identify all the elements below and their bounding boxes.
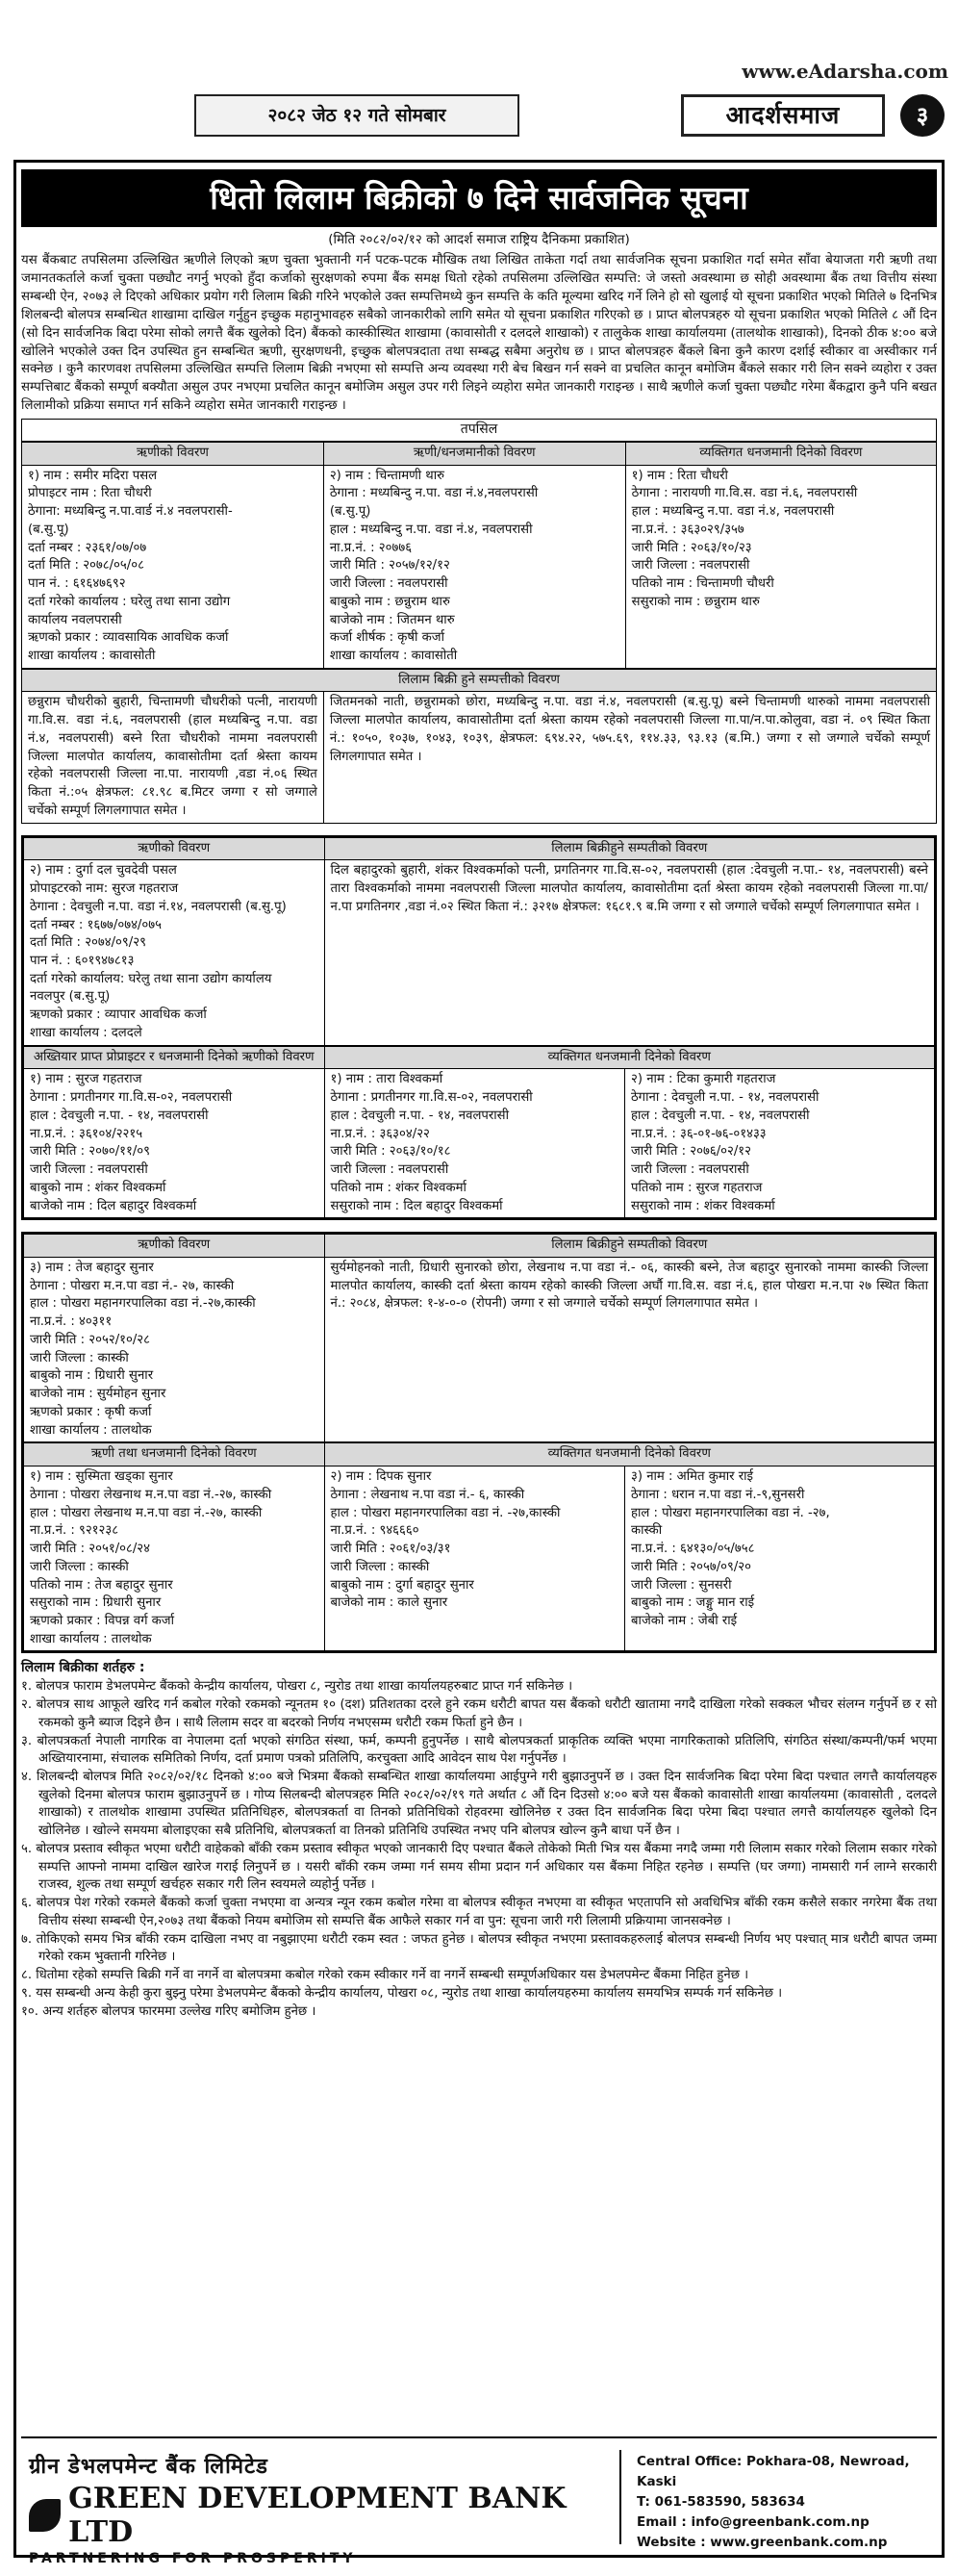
detail-line: पान नं. : ६१६४७६९२ <box>28 576 126 592</box>
detail-line: दर्ता मिति : २०७४/०९/२९ <box>30 935 146 951</box>
detail-line: ना.प्र.नं. : ३६३०२९/३५७ <box>631 522 744 537</box>
detail-line: २) नाम : चिन्तामणी थारु <box>329 468 445 483</box>
b2-debtor-cell <box>24 860 325 1045</box>
detail-line: ना.प्र.नं. : ३६३०४/२२ <box>330 1126 430 1141</box>
term-item: ३. बोलपत्रकर्ता नेपाली नागरिक वा नेपालमा दर्ता भएको संगठित संस्था, फर्म, कम्पनी हुनुपर्नेछ । साथै बोलपत्रकर्ता प्राकृतिक व्यक्ति भएमा नागरिकताको प्रतिलिपि, संगठित संस्था/कम्पनी/फर्म भएमा अख्तियारनामा, संचालक समितिको निर्णय, दर्ता प्रमाण पत्रको प्रतिलिपि, करचुक्ता आदि आवेदन साथ पेश गर्नुपर्नेछ । <box>21 1733 937 1767</box>
detail-line: शाखा कार्यालय : तालथोक <box>30 1631 152 1646</box>
detail-line: जारी जिल्ला : नवलपरासी <box>631 558 750 574</box>
block-2 <box>21 835 937 1221</box>
date-line: २०८२ जेठ १२ गते सोमबार <box>194 94 519 137</box>
detail-line: ससुराको नाम : दिल बहादुर विश्वकर्मा <box>330 1198 503 1213</box>
b2-property-header: लिलाम बिक्रीहुने सम्पतीको विवरण <box>324 837 935 860</box>
detail-line: ना.प्र.नं. : ९४६६६० <box>330 1523 419 1539</box>
detail-line: शाखा कार्यालय : दलदले <box>30 1025 142 1040</box>
detail-line: पतिको नाम : सुरज गहतराज <box>631 1180 763 1195</box>
detail-line: ऋणको प्रकार : व्यापार आवधिक कर्जा <box>30 1007 207 1023</box>
detail-line: शाखा कार्यालय : कावासोती <box>28 648 156 663</box>
office-email[interactable]: Email : info@greenbank.com.np <box>637 2513 870 2530</box>
detail-line: प्रोपाइटर नाम : रिता चौधरी <box>28 486 152 501</box>
detail-line: हाल : पोखरा लेखनाथ म.न.पा वडा नं.-२७, कास्की <box>30 1505 263 1520</box>
detail-line: १) नाम : सुस्मिता खड्का सुनार <box>30 1469 173 1485</box>
detail-line: शाखा कार्यालय : कावासोती <box>329 648 458 663</box>
page-number: ३ <box>900 94 945 137</box>
detail-line: जारी जिल्ला : नवलपरासी <box>330 1162 449 1178</box>
detail-line: नवलपुर (ब.सु.पू) <box>30 989 111 1005</box>
detail-line: हाल : देवचुली न.पा. - १४, नवलपरासी <box>631 1108 810 1123</box>
detail-line: ठेगाना : धरान न.पा वडा नं.-९,सुनसरी <box>631 1487 805 1502</box>
detail-line: ना.प्र.नं. : ९२१२३८ <box>30 1523 119 1539</box>
detail-line: जारी मिति : २०५७/१२/१२ <box>329 558 450 574</box>
detail-line: ऋणको प्रकार : व्यावसायिक आवधिक कर्जा <box>28 630 229 646</box>
b1-guarantor-header: व्यक्तिगत धनजमानी दिनेको विवरण <box>625 442 936 465</box>
notice-body <box>21 169 937 2021</box>
detail-line: ना.प्र.नं. : ६४१३०/०५/७५८ <box>631 1542 755 1557</box>
b1-property-left: छन्नुराम चौधरीको बुहारी, चिन्तामणी चौधरीको पत्नी, नारायणी गा.वि.स. वडा नं.६, नवलपरासी (हाल मध्यबिन्दु न.पा. वडा नं.४, नवलपरासी) बस्ने रिता चौधरीको नाममा नवलपरासी जिल्ला मालपोत कार्यालय, कावासोतीमा दर्ता श्रेस्ता कायम रहेको नवलपरासी जिल्ला ना.पा. नारायणी ,वडा नं.०६ स्थित किता नं.:०५ क्षेत्रफल: ८१.९८ ब.मिटर जग्गा र सो जग्गाले चर्चेको सम्पूर्ण लिगलगापात समेत । <box>22 692 324 823</box>
detail-line: दर्ता नम्बर : १६७७/०७४/०७५ <box>30 917 162 932</box>
newspaper-logo: आदर्शसमाज <box>681 94 885 137</box>
detail-line: १) नाम : समीर मदिरा पसल <box>28 468 158 483</box>
term-item: ४. शिलबन्दी बोलपत्र मिति २०८२/०२/१८ दिनको ४:०० बजे भित्रमा बैंकको सम्बन्धित शाखा कार्यालयमा आईपुग्ने गरी बुझाउनुपर्ने छ । उक्त दिन सार्वजनिक बिदा परेमा बिदा पश्चात लगत्तै कार्यालयहरु खुलेको दिनमा बोलपत्र फाराम बुझाउनुपर्ने छ । गोप्य सिलबन्दी बोलपत्रहरु मिति २०८२/०२/१९ गते अर्थात ८ औं दिन दिउसो ४:०० बजे यस बैंकको कावासोती शाखा कार्यालयमा (कावासोती , दलदले शाखाको) र तालथोक शाखामा उपस्थित प्रतिनिधिहरु, बोलपत्रकर्ता वा तिनको प्रतिनिधिको रोहवरमा खोलिनेछ र उक्त दिन सार्वजनिक बिदा परेमा बिदा पश्चात लगत्तै कार्यालयहरु खुलेको दिन खोलिनेछ । खोल्ने समयमा बोलाइएका सबै प्रतिनिधि, बोलपत्रकर्ता वा तिनको प्रतिनिधि उपस्थित नभए पनि बोलपत्र खोल्न कुनै बाधा पर्ने छैन । <box>21 1769 937 1839</box>
detail-line: जारी जिल्ला : नवलपरासी <box>329 576 448 592</box>
detail-line: जारी मिति : २०५२/१०/२८ <box>30 1332 151 1347</box>
detail-line: जारी मिति : २०७०/११/०९ <box>30 1144 151 1160</box>
detail-line: दर्ता मिति : २०७८/०५/०८ <box>28 558 144 574</box>
detail-line: बाजेको नाम : जेबी राई <box>631 1613 738 1628</box>
b1-owner-header: ऋणी/धनजमानीको विवरण <box>323 442 625 465</box>
bank-name-english-text: GREEN DEVELOPMENT BANK LTD <box>68 2482 567 2550</box>
block-1-property-table <box>21 669 937 824</box>
office-website[interactable]: Website : www.greenbank.com.np <box>637 2534 888 2550</box>
detail-line: जारी मिति : २०६३/१०/१८ <box>330 1144 451 1160</box>
b3-property-header: लिलाम बिक्रीहुने सम्पतीको विवरण <box>324 1235 935 1258</box>
bank-tagline: PARTNERING FOR PROSPERITY <box>29 2551 357 2567</box>
b1-owner-cell <box>323 465 625 668</box>
b3-owner-2 <box>324 1467 625 1651</box>
b2-debtor-header: ऋणीको विवरण <box>24 837 325 860</box>
b3-owner-3 <box>625 1467 935 1651</box>
detail-line: हाल : पोखरा महानगरपालिका वडा नं. -२७,कास्की <box>330 1505 561 1520</box>
b3-property-cell: सुर्यमोहनको नाती, ग्रिधारी सुनारको छोरा, लेखनाथ न.पा वडा नं.- ०६, कास्की बस्ने, तेज बहादुर सुनारको नाममा कास्की जिल्ला मालपोत कार्यालय, कास्की दर्ता श्रेस्ता कायम रहेको कास्की जिल्ला अर्घौ गा.वि.स. वडा नं.६, हाल पोखरा म.न.पा २७ स्थित किता नं.: २०८४, क्षेत्रफल: १-४-०-० (रोपनी) जग्गा र सो जग्गाले चर्चेको सम्पूर्ण लिगलगापात समेत । <box>324 1258 935 1442</box>
office-telephone: T: 061-583590, 583634 <box>637 2493 805 2510</box>
detail-line: (ब.सु.पू) <box>28 522 69 537</box>
b2-guarantor-2 <box>324 1069 625 1218</box>
b1-property-right: जितमनको नाती, छन्नुरामको छोरा, मध्यबिन्दु न.पा. वडा नं.४, नवलपरासी (ब.सु.पू) बस्ने चिन्तामणी थारुको नाममा नवलपरासी जिल्ला मालपोत कार्यालय, कावासोतीमा दर्ता श्रेस्ता कायम रहेको नवलपरासी जिल्ला गा.पा/न.पा.कोलुवा, वडा नं. ०९ स्थित किता नं.: १०५०, १०३७, १०४३, १०३९, क्षेत्रफल: ६९४.२२, ५७५.६९, ११४.३३, ९३.१३ (ब.मि.) जग्गा र सो जग्गाले चर्चेको सम्पूर्ण लिगलगापात समेत । <box>323 692 936 823</box>
block-2-guarantor-table <box>23 1046 935 1219</box>
detail-line: २) नाम : टिका कुमारी गहतराज <box>631 1072 776 1087</box>
term-item: ८. धितोमा रहेको सम्पत्ति बिक्री गर्ने वा नगर्ने वा बोलपत्रमा कबोल गरेको रकम स्वीकार गर्ने वा नगर्ने सम्बन्धी सम्पूर्णअधिकार यस डेभलपमेन्ट बैंकमा निहित हुनेछ । <box>21 1968 749 1983</box>
detail-line: बाजेको नाम : सुर्यमोहन सुनार <box>30 1387 166 1402</box>
detail-line: जारी जिल्ला : कास्की <box>30 1350 129 1365</box>
masthead <box>13 94 945 137</box>
detail-line: पतिको नाम : तेज बहादुर सुनार <box>30 1577 173 1593</box>
detail-line: हाल : देवचुली न.पा. - १४, नवलपरासी <box>330 1108 510 1123</box>
block-3 <box>21 1232 937 1653</box>
term-item: ९. यस सम्बन्धी अन्य केही कुरा बुझ्नु परेमा डेभलपमेन्ट बैंकको केन्द्रीय कार्यालय, पोखरा ०८, न्युरोड तथा शाखा कार्यालयहरुमा कार्यालय समयभित्र सम्पर्क गर्न सकिनेछ । <box>21 1985 783 2001</box>
detail-line: ठेगाना : लेखनाथ न.पा वडा नं.- ६, कास्की <box>330 1487 525 1502</box>
tapsil-label: तपसिल <box>21 419 937 442</box>
detail-line: ठेगाना : पोखरा लेखनाथ म.न.पा वडा नं.-२७, कास्की <box>30 1487 272 1502</box>
detail-line: ३) नाम : तेज बहादुर सुनार <box>30 1261 154 1276</box>
b3-owner-1 <box>24 1467 325 1651</box>
detail-line: ठेगाना : देवचुली न.पा. - १४, नवलपरासी <box>631 1090 819 1106</box>
detail-line: हाल : मध्यबिन्दु न.पा. वडा नं.४, नवलपरासी <box>329 522 533 537</box>
detail-line: १) नाम : सुरज गहतराज <box>30 1072 142 1087</box>
footer-divider <box>619 2450 621 2544</box>
detail-line: कास्की <box>631 1523 663 1539</box>
detail-line: ना.प्र.नं. : ३६१०४/२२१५ <box>30 1126 143 1141</box>
detail-line: कर्जा शीर्षक : कृषी कर्जा <box>329 630 444 646</box>
detail-line: प्रोपाइटरको नाम: सुरज गहतराज <box>30 881 179 897</box>
detail-line: २) नाम : दुर्गा दल चुवदेवी पसल <box>30 863 177 879</box>
detail-line: ठेगाना : प्रगतीनगर गा.वि.स-०२, नवलपरासी <box>30 1090 233 1106</box>
detail-line: जारी मिति : २०६१/०३/३१ <box>330 1542 451 1557</box>
notice-subtitle: (मिति २०८२/०२/१२ को आदर्श समाज राष्ट्रिय दैनिकमा प्रकाशित) <box>328 232 630 247</box>
block-3-table <box>23 1234 935 1442</box>
detail-line: बाजेको नाम : काले सुनार <box>330 1595 448 1611</box>
detail-line: ससुराको नाम : ग्रिधारी सुनार <box>30 1595 162 1611</box>
bank-footer <box>21 2436 937 2567</box>
detail-line: कार्यालय नवलपरासी <box>28 612 122 627</box>
detail-line: जारी मिति : २०६३/१०/२३ <box>631 540 752 555</box>
b2-guarantor-1 <box>24 1069 325 1218</box>
b3-guarantor-header: व्यक्तिगत धनजमानी दिनेको विवरण <box>324 1443 935 1467</box>
detail-line: हाल : मध्यबिन्दु न.पा. वडा नं.४, नवलपरासी <box>631 504 835 520</box>
b2-property-cell: दिल बहादुरको बुहारी, शंकर विश्वकर्माको पत्नी, प्रगतिनगर गा.वि.स-०२, नवलपरासी (हाल :देवचुली न.पा.- १४, नवलपरासी) बस्ने तारा विश्वकर्माको नाममा नवलपरासी जिल्ला मालपोत कार्यालय, कावासोतीमा दर्ता श्रेस्ता कायम रहेको नवलपरासी जिल्ला गा.पा/न.पा प्रगतिनगर ,वडा नं.०२ स्थित किता नं.: ३२१७ क्षेत्रफल: १६८१.९ ब.मि जग्गा र सो जग्गाले चर्चेको सम्पूर्ण लिगलगापात समेत । <box>324 860 935 1045</box>
detail-line: ठेगाना: मध्यबिन्दु न.पा.वार्ड नं.४ नवलपरासी- <box>28 504 233 520</box>
detail-line: ससुराको नाम : छन्नुराम थारु <box>631 594 760 609</box>
term-item: १. बोलपत्र फाराम डेभलपमेन्ट बैंकको केन्द्रीय कार्यालय, पोखरा ८, न्युरोड तथा शाखा कार्यालयहरुबाट प्राप्त गर्न सकिनेछ । <box>21 1679 573 1695</box>
term-item: २. बोलपत्र साथ आफूले खरिद गर्न कबोल गरेको रकमको न्यूनतम १० (दश) प्रतिशतका दरले हुने रकम धरौटी बापत यस बैंकको धरौटी खातामा नगदै दाखिला गरेको सक्कल भौचर संलग्न गर्नुपर्ने छ र सो रकमको कुनै ब्याज दिइने छैन । साथै लिलाम सदर वा बदरको निर्णय नभएसम्म धरौटी रकम फिर्ता हुने छैन । <box>21 1697 937 1730</box>
detail-line: ठेगाना : देवचुली न.पा. वडा नं.१४, नवलपरासी (ब.सु.पू) <box>30 899 287 914</box>
block-3-owner-table <box>23 1442 935 1651</box>
detail-line: ३) नाम : अमित कुमार राई <box>631 1469 754 1485</box>
detail-line: ऋणको प्रकार : विपन्न वर्ग कर्जा <box>30 1613 175 1628</box>
detail-line: ना.प्र.नं. : ३६-०१-७६-०१४३३ <box>631 1126 767 1141</box>
detail-line: पान नं. : ६०१९४७८१३ <box>30 954 135 968</box>
detail-line: दर्ता गरेको कार्यालय : घरेलु तथा साना उद्योग <box>28 594 231 609</box>
terms-heading: लिलाम बिक्रीका शर्तहरु : <box>21 1660 145 1676</box>
term-item: ६. बोलपत्र पेश गरेको रकमले बैंकको कर्जा चुक्ता नभएमा वा अन्यत्र न्यून रकम कबोल गरेमा वा बोलपत्र स्वीकृत नभएमा वा स्वीकृत भएतापनि सो अवधिभित्र बाँकी रकम कसैले सकार नगरेमा बैंक तथा वित्तीय संस्था सम्बन्धी ऐन,२०७३ तथा बैंकको नियम बमोजिम सो सम्पत्ति बैंक आफैले सकार गर्न वा पुन: सूचना जारी गरी लिलामी प्रक्रियामा जानसक्नेछ । <box>21 1896 937 1928</box>
b3-debtor-header: ऋणीको विवरण <box>24 1235 325 1258</box>
term-item: १०. अन्य शर्तहरु बोलपत्र फारममा उल्लेख गरिए बमोजिम हुनेछ । <box>21 2003 316 2019</box>
block-1-table <box>21 442 937 669</box>
b1-debtor-header: ऋणीको विवरण <box>22 442 324 465</box>
detail-line: ठेगाना : नारायणी गा.वि.स. वडा नं.६, नवलपरासी <box>631 486 858 501</box>
b3-owner-header: ऋणी तथा धनजमानी दिनेको विवरण <box>24 1443 325 1467</box>
site-url[interactable]: www.eAdarsha.com <box>742 60 948 83</box>
terms-list <box>21 1678 937 2021</box>
b1-guarantor-cell <box>625 465 936 668</box>
detail-line: हाल : देवचुली न.पा. - १४, नवलपरासी <box>30 1108 209 1123</box>
detail-line: बाबुको नाम : दुर्गा बहादुर सुनार <box>330 1577 474 1593</box>
detail-line: जारी जिल्ला : नवलपरासी <box>631 1162 749 1178</box>
b2-guarantors-header: व्यक्तिगत धनजमानी दिनेको विवरण <box>324 1046 935 1069</box>
detail-line: दर्ता नम्बर : २३६१/०७/०७ <box>28 540 147 555</box>
b1-debtor-cell <box>22 465 324 668</box>
detail-line: शाखा कार्यालय : तालथोक <box>30 1422 152 1438</box>
detail-line: जारी जिल्ला : कास्की <box>30 1559 129 1574</box>
detail-line: जारी जिल्ला : कास्की <box>330 1559 430 1574</box>
b2-guarantor-3 <box>625 1069 935 1218</box>
detail-line: ठेगाना : मध्यबिन्दु न.पा. वडा नं.४,नवलपरासी <box>329 486 539 501</box>
detail-line: बाजेको नाम : दिल बहादुर विश्वकर्मा <box>30 1198 197 1213</box>
detail-line: बाजेको नाम : जितमन थारु <box>329 612 455 627</box>
notice-intro: यस बैंकबाट तपसिलमा उल्लिखित ऋणीले लिएको ऋण चुक्ता भुक्तानी गर्न पटक-पटक मौखिक तथा लिखित ताकेता गर्दा तथा सार्वजनिक सूचना प्रकाशित गर्दा समेत साँवा बेयाजता गरी ऋणी तथा जमानतकर्ताले कर्जा चुक्ता पछ्यौट नगर्नु भएको हुँदा कर्जाको सुरक्षणको रुपमा बैंक समक्ष धितो रहेको तपसिलमा उल्लिखित सम्पत्ति: जे जस्तो अवस्थामा छ सोही अवस्थामा बैंक तथा वित्तीय संस्था सम्बन्धी ऐन, २०७३ ले दिएको अधिकार प्रयोग गरी लिलाम बिक्री गरिने भएकोले उक्त सम्पत्तिमध्ये कुन सम्पत्ति के कति मूल्यमा खरिद गर्ने लिने हो सो खुलाई यो सूचना प्रकाशित भएको मितिले ७ दिनभित्र शिलबन्दी बोलपत्र सम्बन्धित शाखामा दाखिल गर्नुहुन इच्छुक महानुभावहरु सबैको जानकारीको लागि समेत यो सूचना प्रकाशित गरिएको छ । प्राप्त बोलपत्रहरु यो सूचना प्रकाशित भएको मितिले ८ औं दिन (सो दिन सार्वजनिक बिदा परेमा सोको लगत्तै बैंक खुलेको दिन) बैंकको कास्कीस्थित शाखामा (कावासोती र दलदले शाखाको) र तालुकेक शाखा कार्यालयमा (तालथोक शाखाको), दिनको ठीक ४:०० बजे खोलिने भएकोले उक्त दिन उपस्थित हुन सम्बन्धित ऋणी, सुरक्षणधनी, इच्छुक बोलपत्रदाता तथा सम्बद्ध सबैमा अनुरोध छ । प्राप्त बोलपत्रहरु बैंकले बिना कुनै कारण दर्शाई स्वीकार वा अस्वीकार गर्न सक्नेछ । कुनै कारणवश तपसिलमा उल्लिखित सम्पत्ति लिलाम बिक्री नभएमा सो सम्पत्ति अन्य व्यवस्था गरी बेच बिखन गर्न सक्ने वा प्रचलित कानून बमोजिम बैंकले सकार गरी लिन सक्ने व्यहोरा र उक्त सम्पत्तिबाट बैंकको सम्पूर्ण बक्यौता असुल उपर नभएमा प्रचलित कानून बमोजिम असुल उपर गरी लिइने व्यहोरा समेत जानकारी गराइन्छ । साथै ऋणीले कर्जा चुक्ता पछ्यौट गरेमा बैंकद्वारा कुनै पनि बखत लिलामीको प्रक्रिया समाप्त गर्न सकिने व्यहोरा समेत जानकारी गराइन्छ । <box>21 253 937 414</box>
detail-line: ठेगाना : पोखरा म.न.पा वडा नं.- २७, कास्की <box>30 1278 235 1293</box>
detail-line: हाल : पोखरा महानगरपालिका वडा नं.-२७,कास्की <box>30 1296 256 1312</box>
detail-line: जारी मिति : २०५७/०९/२० <box>631 1559 752 1574</box>
detail-line: पतिको नाम : चिन्तामणी चौधरी <box>631 576 774 592</box>
detail-line: ना.प्र.नं. : २०७७६ <box>329 540 413 555</box>
block-2-table <box>23 837 935 1046</box>
detail-line: ना.प्र.नं. : ४०३११ <box>30 1314 113 1330</box>
detail-line: जारी जिल्ला : नवलपरासी <box>30 1162 148 1178</box>
detail-line: जारी जिल्ला : सुनसरी <box>631 1577 732 1593</box>
b2-proprietor-header: अख्तियार प्राप्त प्रोप्राइटर र धनजमानी दिनेको ऋणीको विवरण <box>24 1046 325 1069</box>
b1-property-header: लिलाम बिक्री हुने सम्पत्तीको विवरण <box>22 669 937 692</box>
term-item: ७. तोकिएको समय भित्र बाँकी रकम दाखिला नभए वा नबुझाएमा धरौटी रकम स्वत : जफत हुनेछ । बोलपत्र स्वीकृत नभएमा प्रस्तावकहरुलाई बोलपत्र सम्बन्धी निर्णय भए पश्चात् मात्र धरौटी बापत जम्मा गरेको रकम भुक्तानी गरिनेछ । <box>21 1931 937 1965</box>
detail-line: जारी मिति : २०७६/०२/१२ <box>631 1144 752 1160</box>
detail-line: (ब.सु.पू) <box>329 504 371 520</box>
bank-name-nepali: ग्रीन डेभलपमेन्ट बैंक लिमिटेड <box>29 2455 268 2479</box>
bank-name-english <box>29 2482 567 2549</box>
term-item: ५. बोलपत्र प्रस्ताव स्वीकृत भएमा धरौटी वाहेकको बाँकी रकम प्रस्ताव स्वीकृत भएको जानकारी दिए पश्चात बैंकले तोकेको मिती भित्र यस बैंकमा नगदै जम्मा गरी लिलाम सकार गरेको लिलाम सकार गरेको सम्पत्ति आफ्नो नाममा दाखिल खारेज गराई लिनुपर्ने छ । यसरी बाँकी रकम जम्मा गर्न समय सीमा प्रदान गर्न अधिकार यस बैंकमा निहित रहनेछ । सम्पत्ति (घर जग्गा) नामसारी गर्न लाग्ने सरकारी राजस्व, शुल्क तथा सम्पूर्ण खर्चहरु सकार गरी लिन स्वयमले व्यहोर्नु पर्नेछ । <box>21 1841 937 1893</box>
b3-debtor-cell <box>24 1258 325 1442</box>
detail-line: दर्ता गरेको कार्यालय: घरेलु तथा साना उद्योग कार्यालय <box>30 971 272 986</box>
bank-contact <box>637 2452 937 2553</box>
bank-leaf-icon <box>29 2499 61 2532</box>
detail-line: १) नाम : तारा विश्वकर्मा <box>330 1072 443 1087</box>
detail-line: बाबुको नाम : छन्नुराम थारु <box>329 594 450 609</box>
notice-title: धितो लिलाम बिक्रीको ७ दिने सार्वजनिक सूचना <box>21 169 937 227</box>
detail-line: ठेगाना : प्रगतीनगर गा.वि.स-०२, नवलपरासी <box>330 1090 533 1106</box>
detail-line: बाबुको नाम : शंकर विश्वकर्मा <box>30 1180 166 1195</box>
detail-line: हाल : पोखरा महानगरपालिका वडा नं. -२७, <box>631 1505 830 1520</box>
bank-branding <box>29 2452 567 2566</box>
detail-line: १) नाम : रिता चौधरी <box>631 468 728 483</box>
office-address: Central Office: Pokhara-08, Newroad, Kaski <box>637 2454 910 2489</box>
detail-line: जारी मिति : २०५१/०८/२४ <box>30 1542 151 1557</box>
detail-line: ऋणको प्रकार : कृषी कर्जा <box>30 1404 152 1419</box>
detail-line: ससुराको नाम : शंकर विश्वकर्मा <box>631 1198 775 1213</box>
detail-line: बाबुको नाम : ग्रिधारी सुनार <box>30 1368 154 1384</box>
detail-line: २) नाम : दिपक सुनार <box>330 1469 432 1485</box>
detail-line: पतिको नाम : शंकर विश्वकर्मा <box>330 1180 466 1195</box>
detail-line: बाबुको नाम : जङ्गु मान राई <box>631 1595 755 1611</box>
